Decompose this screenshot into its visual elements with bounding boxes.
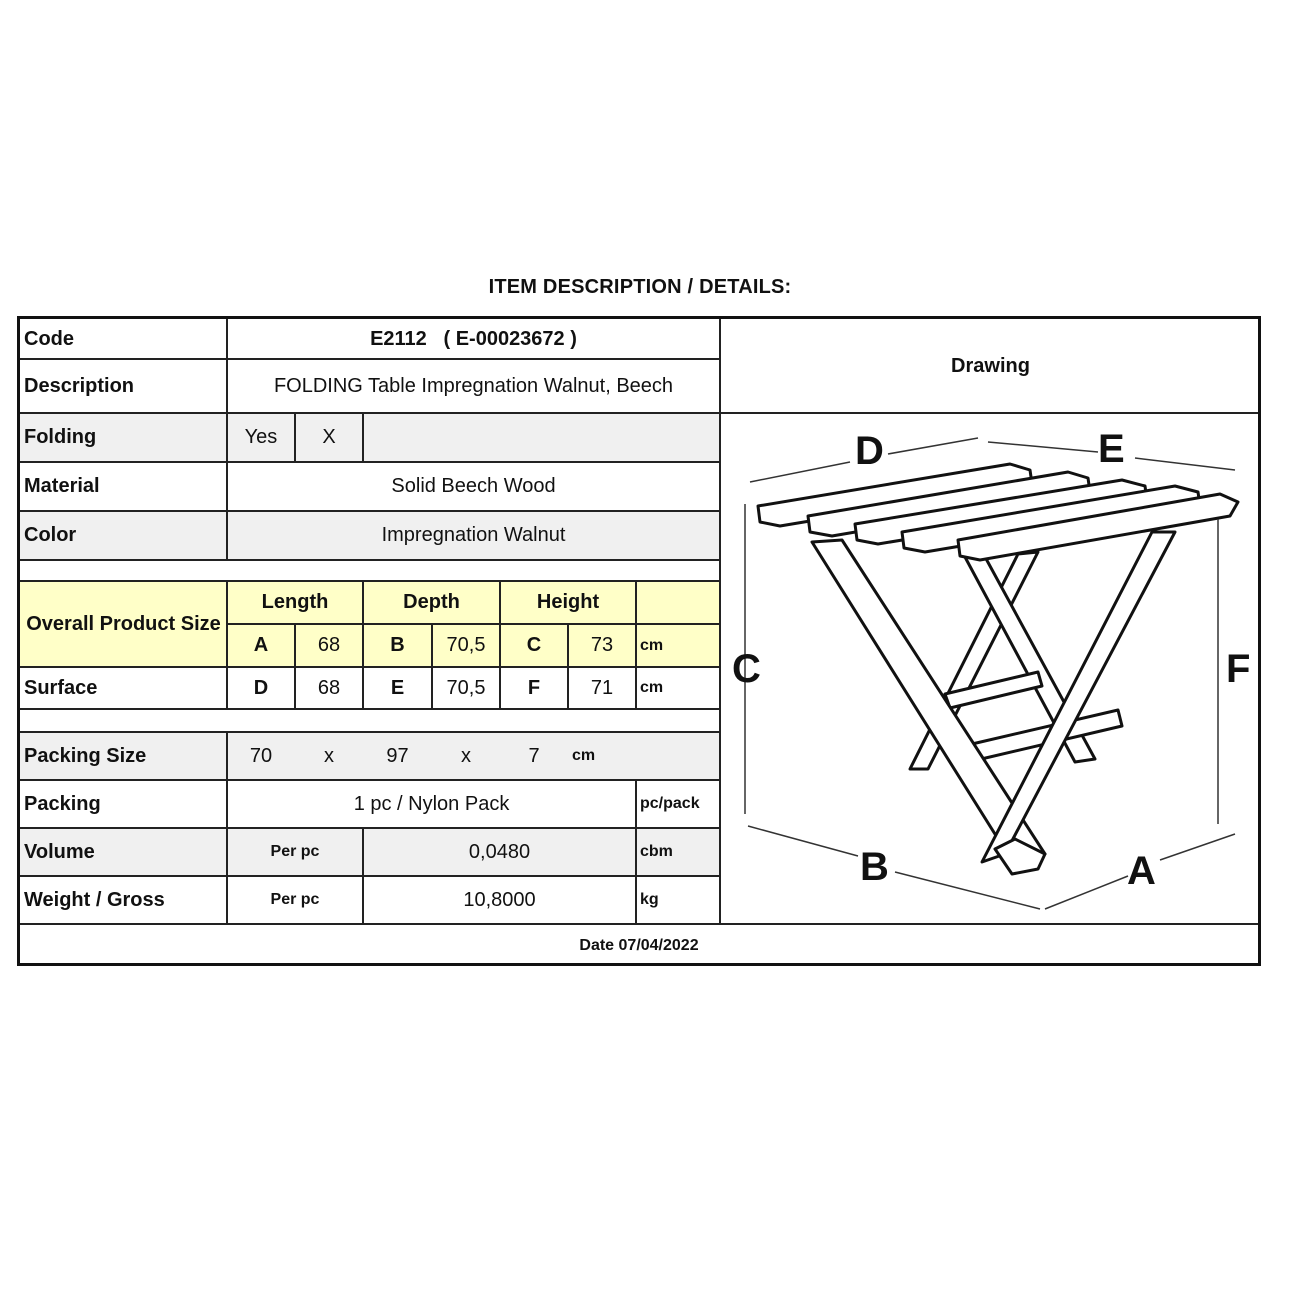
label-e: E xyxy=(1098,427,1125,471)
dim-value-b: 70,5 xyxy=(432,624,500,667)
date-footer: Date 07/04/2022 xyxy=(579,936,699,954)
folding-label: Folding xyxy=(20,413,227,462)
label-d: D xyxy=(855,429,884,473)
packing-height: 7 xyxy=(528,744,540,767)
height-header: Height xyxy=(500,581,636,624)
folding-empty xyxy=(363,413,720,462)
label-f: F xyxy=(1226,647,1251,691)
packing-value: 1 pc / Nylon Pack xyxy=(353,792,510,815)
volume-value: 0,0480 xyxy=(363,828,636,876)
overall-unit: cm xyxy=(636,624,720,667)
weight-unit: kg xyxy=(640,891,659,908)
dim-line-e-right xyxy=(1135,458,1235,470)
surface-unit: cm xyxy=(640,679,664,696)
folding-mark: X xyxy=(295,413,363,462)
description-label: Description xyxy=(24,374,135,397)
surface-label: Surface xyxy=(24,676,98,699)
depth-header: Depth xyxy=(363,581,500,624)
folding-yes: Yes xyxy=(227,413,295,462)
label-b: B xyxy=(860,845,889,889)
color-label: Color xyxy=(20,511,227,560)
dim-line-e-left xyxy=(988,442,1098,452)
color-value: Impregnation Walnut xyxy=(227,511,720,560)
dim-key-d: D xyxy=(253,676,269,699)
overall-size-label: Overall Product Size xyxy=(20,581,227,667)
dim-key-f: F xyxy=(527,676,541,699)
material-value: Solid Beech Wood xyxy=(391,475,556,497)
label-a: A xyxy=(1127,849,1156,893)
unit-header-empty xyxy=(636,581,720,624)
dim-line-a-right xyxy=(1160,834,1235,860)
material-label: Material xyxy=(24,475,100,497)
dim-line-d-left xyxy=(750,462,850,482)
packing-width: 97 xyxy=(386,744,409,767)
volume-unit: cbm xyxy=(636,828,720,876)
packing-size-label: Packing Size xyxy=(20,732,227,780)
dim-key-e: E xyxy=(390,676,405,699)
packing-x1: x xyxy=(324,744,334,767)
length-header: Length xyxy=(227,581,363,624)
dim-line-b-right xyxy=(895,872,1040,909)
dim-key-b: B xyxy=(363,624,432,667)
dim-value-c: 73 xyxy=(568,624,636,667)
spec-sheet xyxy=(17,316,1261,966)
dim-line-d-right xyxy=(888,438,978,454)
dim-key-a: A xyxy=(227,624,295,667)
dim-key-c: C xyxy=(500,624,568,667)
packing-size-unit: cm xyxy=(572,747,596,764)
packing-label: Packing xyxy=(24,792,101,815)
packing-unit: pc/pack xyxy=(640,795,700,812)
folding-table-drawing xyxy=(720,414,1261,926)
code-value: E2112 ( E-00023672 ) xyxy=(370,327,577,350)
dim-line-a-left xyxy=(1045,876,1128,909)
description-value: FOLDING Table Impregnation Walnut, Beech xyxy=(273,374,674,397)
dim-line-b-left xyxy=(748,826,858,856)
weight-label: Weight / Gross xyxy=(24,888,165,911)
dim-value-f: 71 xyxy=(590,676,614,699)
volume-per: Per pc xyxy=(227,828,363,876)
label-c: C xyxy=(732,647,761,691)
weight-per: Per pc xyxy=(270,891,320,908)
dim-value-d: 68 xyxy=(317,676,341,699)
packing-length: 70 xyxy=(249,744,273,767)
dim-value-a: 68 xyxy=(295,624,363,667)
volume-label: Volume xyxy=(20,828,227,876)
dim-value-e: 70,5 xyxy=(446,676,486,699)
packing-x2: x xyxy=(461,744,471,767)
page-title: ITEM DESCRIPTION / DETAILS: xyxy=(488,276,792,298)
code-label: Code xyxy=(24,327,74,350)
weight-value: 10,8000 xyxy=(463,888,536,911)
drawing-title: Drawing xyxy=(951,354,1030,377)
